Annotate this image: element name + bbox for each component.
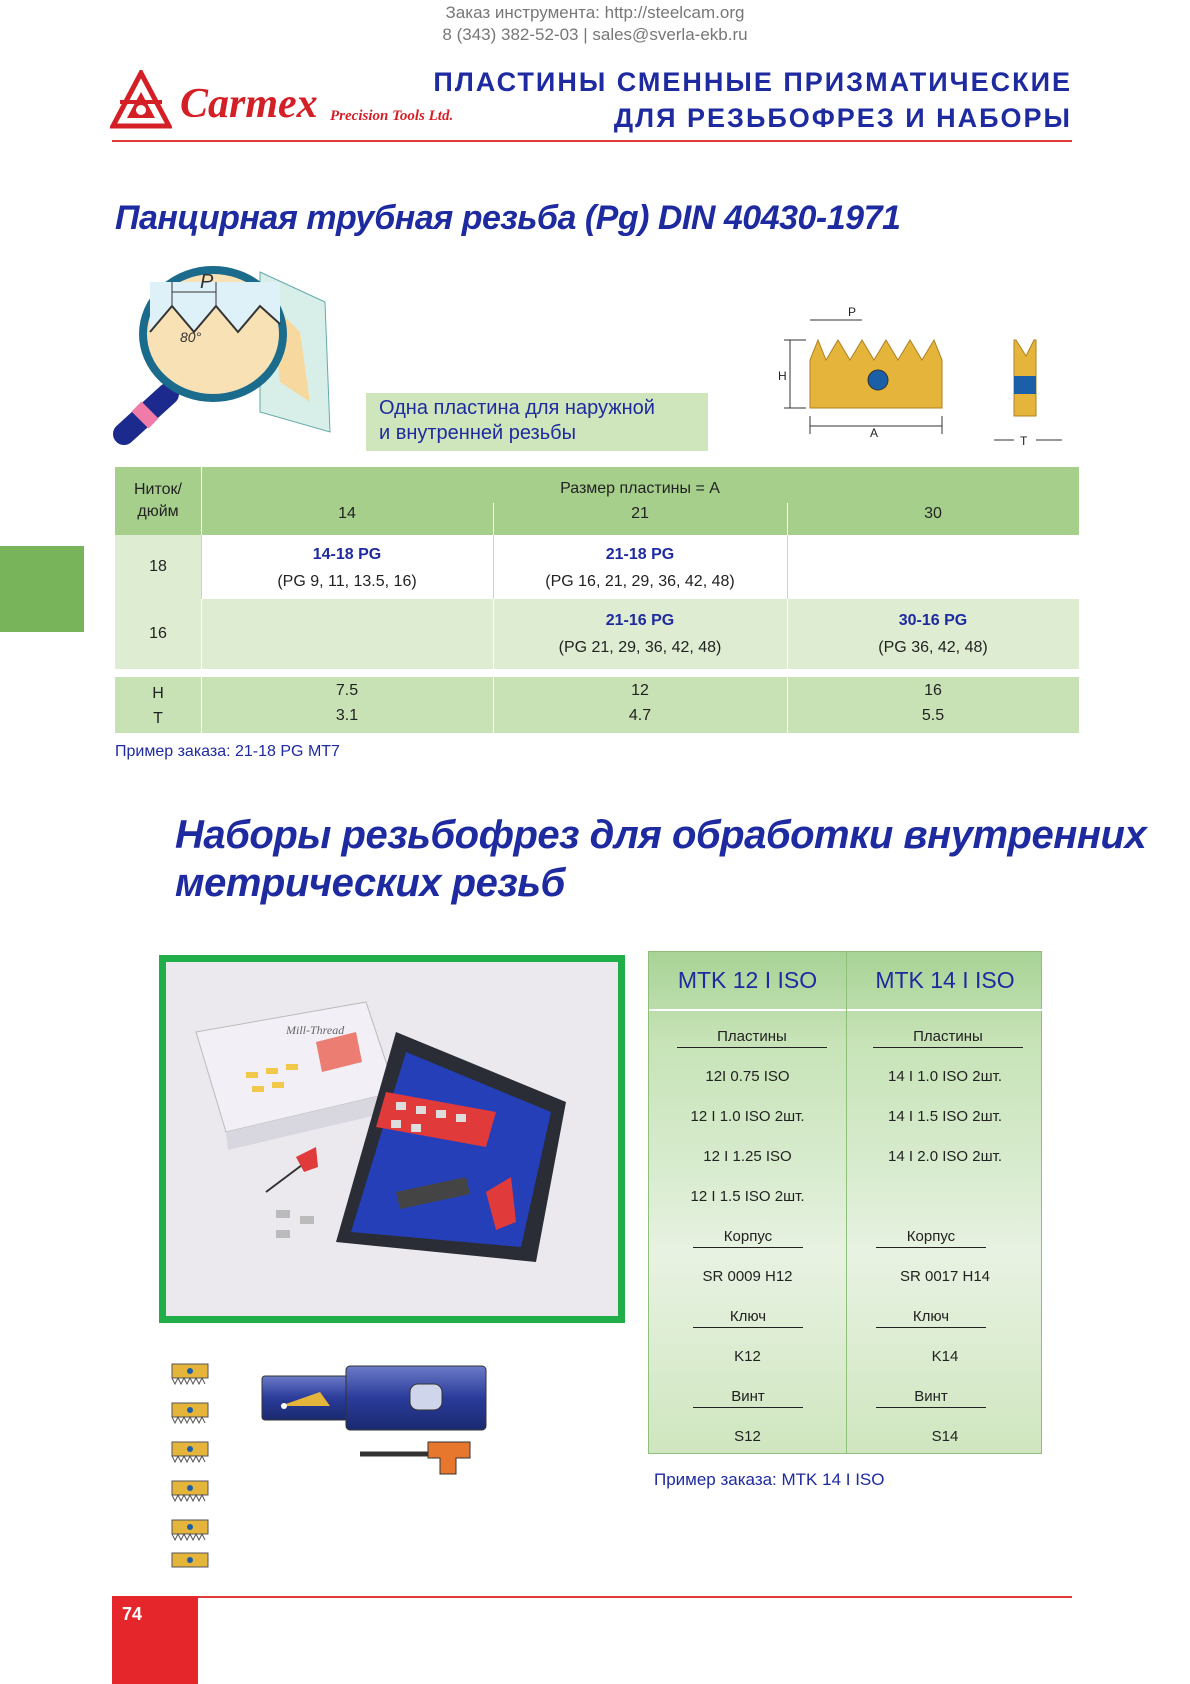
kit-key-label: Ключ (693, 1308, 803, 1328)
kit-name: MTK 14 I ISO (847, 952, 1043, 1011)
kit-screw-value: S12 (734, 1428, 761, 1445)
kit-body-value: SR 0009 H12 (702, 1268, 793, 1285)
dims-rows (115, 677, 1079, 733)
contact-block (0, 2, 1190, 46)
kit-contents-table (648, 951, 1042, 1454)
kit-insert-item: 12 I 1.5 ISO 2шт. (690, 1188, 805, 1205)
note-line-2: и внутренней резьбы (379, 422, 576, 444)
h-value-30: 16 (924, 682, 942, 699)
row-tpi: 16 (149, 625, 167, 642)
table-cell (493, 544, 787, 593)
box-label: Mill-Thread (286, 1023, 345, 1037)
section-side-tab (0, 546, 84, 632)
dim-h-label: H (778, 369, 787, 383)
contact-line-2: 8 (343) 382-52-03 | sales@sverla-ekb.ru (442, 25, 748, 44)
pg-sizes: (PG 36, 42, 48) (878, 639, 988, 656)
page-header-title (433, 64, 1072, 136)
row-tpi: 18 (149, 558, 167, 575)
dim-p-label: P (848, 305, 857, 319)
header-divider (112, 140, 1072, 142)
kit-body-label: Корпус (693, 1228, 803, 1248)
col-tpi-header-line2: дюйм (137, 503, 179, 520)
insert-code: 21-16 PG (605, 612, 675, 629)
kit-body-value: SR 0017 H14 (899, 1268, 991, 1285)
insert-dimension-drawing (770, 300, 1090, 450)
inserts-illustration (168, 1362, 214, 1572)
t-value-14: 3.1 (335, 707, 359, 724)
insert-code: 30-16 PG (898, 612, 968, 629)
kit-screw-label: Винт (876, 1388, 986, 1408)
insert-code: 14-18 PG (312, 546, 382, 563)
table-cell (201, 544, 493, 593)
size-header: Размер пластины = A (560, 480, 720, 497)
kit-column-mtk12 (649, 952, 846, 1453)
dim-a-label: A (870, 426, 879, 440)
table-cell (493, 610, 787, 659)
section1-title: Панцирная трубная резьба (Pg) DIN 40430-1971 (115, 199, 901, 237)
page-number: 74 (122, 1604, 143, 1624)
size-14: 14 (338, 505, 356, 522)
logo-subtitle: Precision Tools Ltd. (330, 108, 454, 124)
header-line-2: ДЛЯ РЕЗЬБОФРЕЗ И НАБОРЫ (613, 103, 1072, 133)
kit-column-mtk14 (847, 952, 1043, 1453)
thread-magnifier-illustration (110, 262, 340, 452)
insert-note (366, 393, 708, 451)
kit-case-illustration (166, 962, 618, 1316)
logo-name: Carmex (180, 81, 318, 127)
h-label: H (152, 685, 164, 702)
pg-sizes: (PG 9, 11, 13.5, 16) (277, 573, 417, 590)
pitch-label: P (200, 271, 214, 293)
insert-code: 21-18 PG (605, 546, 675, 563)
kit-insert-item: 12I 0.75 ISO (705, 1068, 790, 1085)
t-value-21: 4.7 (628, 707, 652, 724)
note-line-1: Одна пластина для наружной (379, 397, 655, 419)
kit-key-label: Ключ (876, 1308, 986, 1328)
pg-sizes: (PG 16, 21, 29, 36, 42, 48) (545, 573, 735, 590)
table-row (115, 535, 1079, 599)
thread-table-header (115, 467, 1079, 535)
angle-label: 80° (180, 329, 202, 345)
kit-screw-label: Винт (693, 1388, 803, 1408)
carmex-logo-icon (110, 70, 172, 132)
pg-sizes: (PG 21, 29, 36, 42, 48) (558, 639, 722, 656)
order-example-pg: Пример заказа: 21-18 PG MT7 (115, 743, 340, 760)
kit-insert-item: 12 I 1.25 ISO (703, 1148, 792, 1165)
footer-divider (112, 1596, 1072, 1598)
kit-body-label: Корпус (876, 1228, 986, 1248)
h-value-14: 7.5 (335, 682, 359, 699)
kit-screw-value: S14 (931, 1428, 959, 1445)
kit-insert-item: 14 I 1.5 ISO 2шт. (888, 1108, 1002, 1125)
kit-inserts-label: Пластины (677, 1028, 827, 1048)
size-21: 21 (631, 505, 649, 522)
kit-photo (159, 955, 625, 1323)
col-tpi-header (115, 479, 201, 523)
dim-t-label: T (1020, 434, 1028, 448)
h-value-21: 12 (631, 682, 649, 699)
col-tpi-header-line1: Ниток/ (134, 481, 182, 498)
header-line-1: ПЛАСТИНЫ СМЕННЫЕ ПРИЗМАТИЧЕСКИЕ (433, 67, 1072, 97)
order-example-kit: Пример заказа: MTK 14 I ISO (654, 1470, 885, 1489)
kit-inserts-label: Пластины (873, 1028, 1023, 1048)
kit-insert-item: 14 I 2.0 ISO 2шт. (888, 1148, 1002, 1165)
t-label: T (153, 710, 163, 727)
kit-insert-item: 12 I 1.0 ISO 2шт. (690, 1108, 805, 1125)
section2-title-line2: метрических резьб (175, 861, 565, 905)
contact-line-1: Заказ инструмента: http://steelcam.org (445, 3, 745, 22)
holder-and-key-illustration (260, 1362, 490, 1492)
table-cell (787, 610, 1079, 659)
t-value-30: 5.5 (921, 707, 945, 724)
section2-title-line1: Наборы резьбофрез для обработки внутренних (175, 813, 1147, 857)
kit-name: MTK 12 I ISO (649, 952, 846, 1011)
size-30: 30 (924, 505, 942, 522)
kit-key-value: K14 (931, 1348, 959, 1365)
kit-insert-item: 14 I 1.0 ISO 2шт. (888, 1068, 1002, 1085)
kit-key-value: K12 (734, 1348, 761, 1365)
table-row (115, 599, 1079, 669)
